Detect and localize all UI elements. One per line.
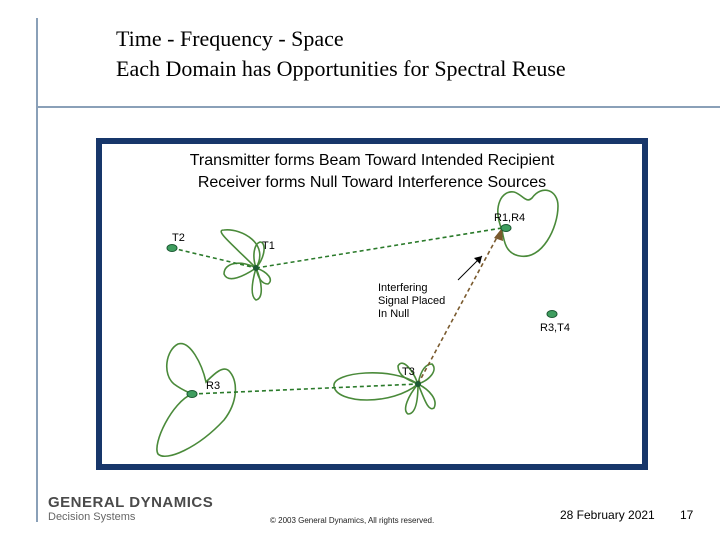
- diagram-subtitle-line-2: Receiver forms Null Toward Interference Sources: [197, 174, 547, 191]
- t3-beam-pattern: [334, 363, 435, 414]
- diagram-subtitle-line-1: Transmitter forms Beam Toward Intended Recipient: [189, 152, 555, 169]
- node-label-t1: T1: [262, 240, 275, 252]
- copyright-notice: © 2003 General Dynamics, All rights reserved.: [270, 516, 435, 525]
- node-label-r1r4: R1,R4: [494, 212, 526, 224]
- slide-title-line-2: Each Domain has Opportunities for Spectral Reuse: [116, 56, 566, 81]
- r3-to-t3-link: [192, 384, 418, 394]
- left-rule: [36, 18, 38, 522]
- t3-node: [415, 381, 421, 387]
- t2-node: [167, 245, 177, 252]
- node-label-r3: R3: [206, 380, 221, 392]
- node-label-t2: T2: [172, 232, 185, 244]
- slide-title-line-1: Time - Frequency - Space: [116, 26, 344, 51]
- annotation-line-2: Signal Placed: [378, 295, 446, 307]
- annotation-line-3: In Null: [378, 308, 410, 320]
- beam-diagram: [102, 144, 642, 464]
- diagram-panel: [96, 138, 648, 470]
- node-label-t3: T3: [402, 366, 415, 378]
- annotation-line-1: Interfering: [378, 282, 428, 294]
- r3t4-node: [547, 311, 557, 318]
- r3-node: [187, 391, 197, 398]
- title-rule: [36, 106, 720, 108]
- t1-node: [253, 265, 259, 271]
- r3-null-pattern: [157, 344, 235, 457]
- t1-to-r1r4-link: [256, 228, 502, 268]
- company-logo: GENERAL DYNAMICS: [48, 494, 214, 511]
- node-label-r3t4: R3,T4: [540, 322, 570, 334]
- r1r4-node: [501, 225, 511, 232]
- interference-annotation: [378, 282, 478, 321]
- slide-date: 28 February 2021: [560, 508, 655, 522]
- company-division: Decision Systems: [48, 511, 136, 523]
- page-number: 17: [680, 508, 694, 522]
- t2-to-t1-link: [172, 248, 256, 268]
